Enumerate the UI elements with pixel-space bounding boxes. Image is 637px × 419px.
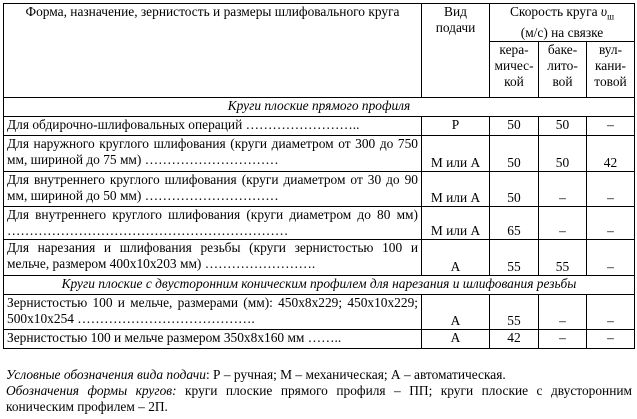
feed-cell: А (422, 240, 490, 276)
table-row (4, 172, 635, 207)
ceramic-speed-cell: 65 (490, 207, 539, 240)
feed-cell: М или А (422, 207, 490, 240)
form-legend-text: круги плоские прямого профиля – ПП; круги плоские с двусторонним коническим профилем – 2П. (6, 383, 633, 414)
section-title-conical-profile: Круги плоские с двусторонним коническим профилем для нарезания и шлифования резьбы (4, 276, 635, 295)
form-legend-label: Обозначения формы кругов: (6, 383, 177, 398)
feed-legend-text: : Р – ручная; М – механическая; А – автоматическая. (205, 367, 506, 382)
feed-cell: Р (422, 117, 490, 136)
table-row (4, 207, 635, 240)
bakelite-speed-cell: – (539, 330, 587, 349)
wheel-form-cell: Для нарезания и шлифования резьбы (круги зернистостью 100 и мельче, размером 400х10х203 мм) ……………………. (4, 240, 422, 276)
bakelite-speed-cell: – (539, 295, 587, 330)
section-title-straight-profile: Круги плоские прямого профиля (4, 98, 635, 117)
ceramic-speed-cell: 50 (490, 117, 539, 136)
feed-cell: А (422, 330, 490, 349)
vulcanite-speed-cell: – (587, 240, 635, 276)
feed-cell: М или А (422, 172, 490, 207)
wheel-form-cell: Для обдирочно-шлифовальных операций …………………….. (4, 117, 422, 136)
ceramic-speed-cell: 50 (490, 136, 539, 172)
ceramic-speed-cell: 42 (490, 330, 539, 349)
ceramic-speed-cell: 55 (490, 240, 539, 276)
wheel-form-cell: Для внутреннего круглого шлифования (круги диаметром до 80 мм) ……………………………………………………… (4, 207, 422, 240)
header-speed-column (490, 4, 635, 42)
feed-legend (6, 367, 632, 383)
wheel-form-cell: Для внутреннего круглого шлифования (круги диаметром от 30 до 90 мм, шириной до 50 мм) ………………………… (4, 172, 422, 207)
bakelite-speed-cell: 50 (539, 136, 587, 172)
speed-col-suffix: (м/с) на связке (520, 24, 604, 40)
table-row (4, 136, 635, 172)
vulcanite-speed-cell: – (587, 172, 635, 207)
vulcanite-speed-cell: – (587, 295, 635, 330)
wheel-form-cell: Зернистостью 100 и мельче размером 350х8х160 мм …….. (4, 330, 422, 349)
table-row (4, 117, 635, 136)
bakelite-speed-cell: 50 (539, 117, 587, 136)
bakelite-speed-cell: – (539, 207, 587, 240)
speed-col-prefix: Скорость круга (509, 4, 598, 19)
grinding-wheel-speed-table (3, 3, 635, 349)
header-feed-column: Вид подачи (422, 4, 490, 98)
ceramic-speed-cell: 50 (490, 172, 539, 207)
header-bond-ceramic: кера-мичес-кой (490, 42, 539, 98)
feed-legend-label: Условные обозначения вида подачи (6, 367, 206, 382)
table-row (4, 295, 635, 330)
feed-cell: А (422, 295, 490, 330)
feed-cell: М или А (422, 136, 490, 172)
vulcanite-speed-cell: 42 (587, 136, 635, 172)
speed-symbol-sub: ш (607, 11, 615, 22)
table-row (4, 240, 635, 276)
table-notes (6, 367, 632, 415)
header-bond-bakelite: баке-лито-вой (539, 42, 587, 98)
bakelite-speed-cell: 55 (539, 240, 587, 276)
vulcanite-speed-cell: – (587, 330, 635, 349)
speed-symbol: υ (600, 4, 608, 19)
wheel-form-cell: Для наружного круглого шлифования (круги диаметром от 300 до 750 мм, шириной до 75 мм) ………………………… (4, 136, 422, 172)
bakelite-speed-cell: – (539, 172, 587, 207)
ceramic-speed-cell: 55 (490, 295, 539, 330)
header-bond-vulcanite: вул-кани-товой (587, 42, 635, 98)
header-form-column: Форма, назначение, зернистость и размеры шлифовального круга (4, 4, 422, 98)
form-legend (6, 383, 632, 415)
wheel-form-cell: Зернистостью 100 и мельче, размерами (мм): 450х8х229; 450х10х229; 500х10х254 …………………………………. (4, 295, 422, 330)
vulcanite-speed-cell: – (587, 117, 635, 136)
table-row (4, 330, 635, 349)
vulcanite-speed-cell: – (587, 207, 635, 240)
